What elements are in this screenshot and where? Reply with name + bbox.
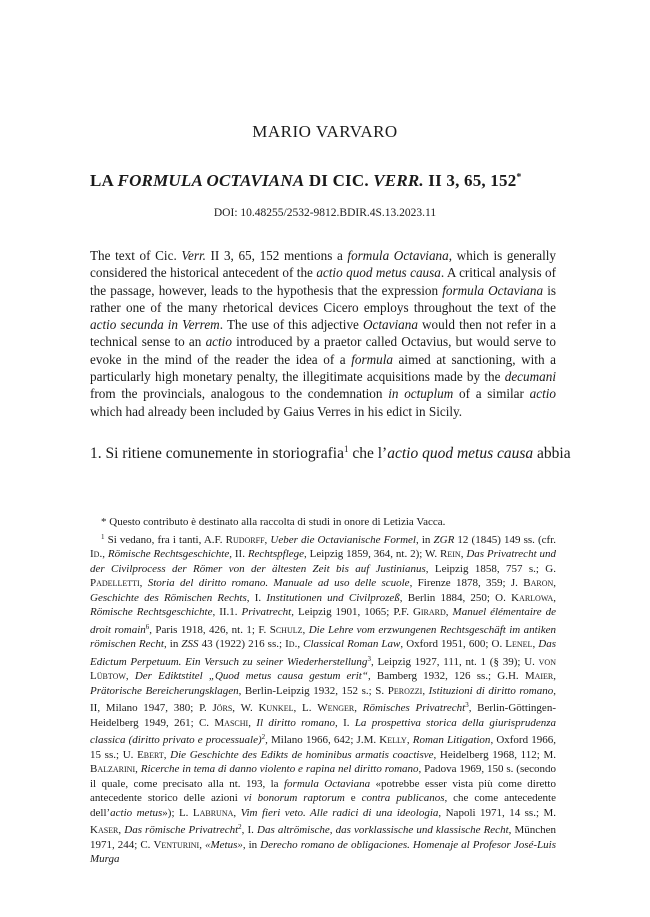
footnote-star: * Questo contributo è destinato alla raccolta di studi in onore di Letizia Vacca. bbox=[101, 516, 446, 528]
abstract: The text of Cic. Verr. II 3, 65, 152 mentions a formula Octaviana, which is generally considered the historical antecedent of the actio quod metus causa. A critical analysis of the passage, however, leads to the hypothesis that the expression formula Octaviana is rather one of the many rhetorical devices Cicero employs throughout the text of the actio secunda in Verrem. The use of this adjective Octaviana would then not refer in a technical sense to an actio introduced by a praetor called Octavius, but would serve to evoke in the mind of the reader the idea of a formula aimed at sanctioning, with a particularly high monetary penalty, the illegitimate acquisitions made by the decumani from the provincials, analogous to the condemnation in octuplum of a similar actio which had already been included by Gaius Verres in his edict in Sicily. bbox=[90, 248, 556, 419]
doi-line: DOI: 10.48255/2532-9812.BDIR.4S.13.2023.11 bbox=[213, 207, 437, 219]
author-name: MARIO VARVARO bbox=[252, 122, 398, 141]
article-title bbox=[90, 171, 570, 191]
title-text: LA bbox=[90, 171, 118, 190]
section-1-opening: 1. Si ritiene comunemente in storiografia$^1$ che l’actio quod metus causa abbia bbox=[90, 444, 571, 462]
footnote-ref-1[interactable]: 1 bbox=[343, 444, 349, 454]
footnote-1: $^1$ Si vedano, fra i tanti, A.F. Rudorff, Ueber die Octavianische Formel, in ZGR 12 (1845) 149 ss. (cfr. Id., Römische Rechtsgeschichte, II. Rechtspflege, Leipzig 1859, 364, nt. 2); W. Rein, Das Privatrecht und der Civilprocess der Römer von der ältesten Zeit bis auf Justinianus, Leipzig 1858, 757 s.; G. Padelletti, Storia del diritto romano. Manuale ad uso delle scuole, Firenze 1878, 359; J. Baron, Geschichte des Römischen Rechts, I. Institutionen und Civilprozeß, Berlin 1884, 250; O. Karlowa, Römische Rechtsgeschichte, II.1. Privatrecht, Leipzig 1901, 1065; P.F. Girard, Manuel élémentaire de droit romain$^6$, Paris 1918, 426, nt. 1; F. Schulz, Die Lehre vom erzwungenen Rechtsgeschäft im antiken römischen Recht, in ZSS 43 (1922) 216 ss.; Id., Classical Roman Law, Oxford 1951, 600; O. Lenel, Das Edictum Perpetuum. Ein Versuch zu seiner Wiederherstellung$^3$, Leipzig 1927, 111, nt. 1 (§ 39); U. von Lübtow, Der Ediktstitel „Quod metus causa gestum erit“, Bamberg 1932, 126 ss.; G.H. Maier, Prätorische Bereicherungsklagen, Berlin-Leipzig 1932, 152 s.; S. Perozzi, Istituzioni di diritto romano, II, Milano 1947, 380; P. Jörs, W. Kunkel, L. Wenger, Römisches Privatrecht$^3$, Berlin-Göttingen-Heidelberg 1949, 261; C. Maschi, Il diritto romano, I. La prospettiva storica della giurisprudenza classica (diritto privato e processuale)$^2$, Milano 1966, 642; J.M. Kelly, Roman Litigation, Oxford 1966, 15 ss.; U. Ebert, Die Geschichte des Edikts de hominibus armatis coactisve, Heidelberg 1968, 112; M. Balzarini, Ricerche in tema di danno violento e rapina nel diritto romano, Padova 1969, 150 s. (secondo il quale, come precisato alla nt. 193, la formula Octaviana «potrebbe esser vista più come diretto antecedente storico delle azioni vi bonorum raptorum e contra publicanos, che come antecedente dell’actio metus»); L. Labruna, Vim fieri veto. Alle radici di una ideologia, Napoli 1971, 14 ss.; M. Kaser, Das römische Privatrecht$^2$, I. Das altrömische, das vorklassische und klassische Recht, München 1971, 244; C. Venturini, «Metus», in Derecho romano de obligaciones. Homenaje al Profesor José-Luis Murga bbox=[90, 532, 557, 865]
title-text-italic: FORMULA OCTAVIANA bbox=[117, 171, 305, 190]
title-footnote-mark[interactable]: * bbox=[516, 172, 522, 183]
title-text: II 3, 65, 152 bbox=[423, 171, 517, 190]
title-text: DI CIC. bbox=[304, 171, 374, 190]
footnotes bbox=[90, 515, 556, 867]
title-text-italic: VERR. bbox=[373, 171, 424, 190]
